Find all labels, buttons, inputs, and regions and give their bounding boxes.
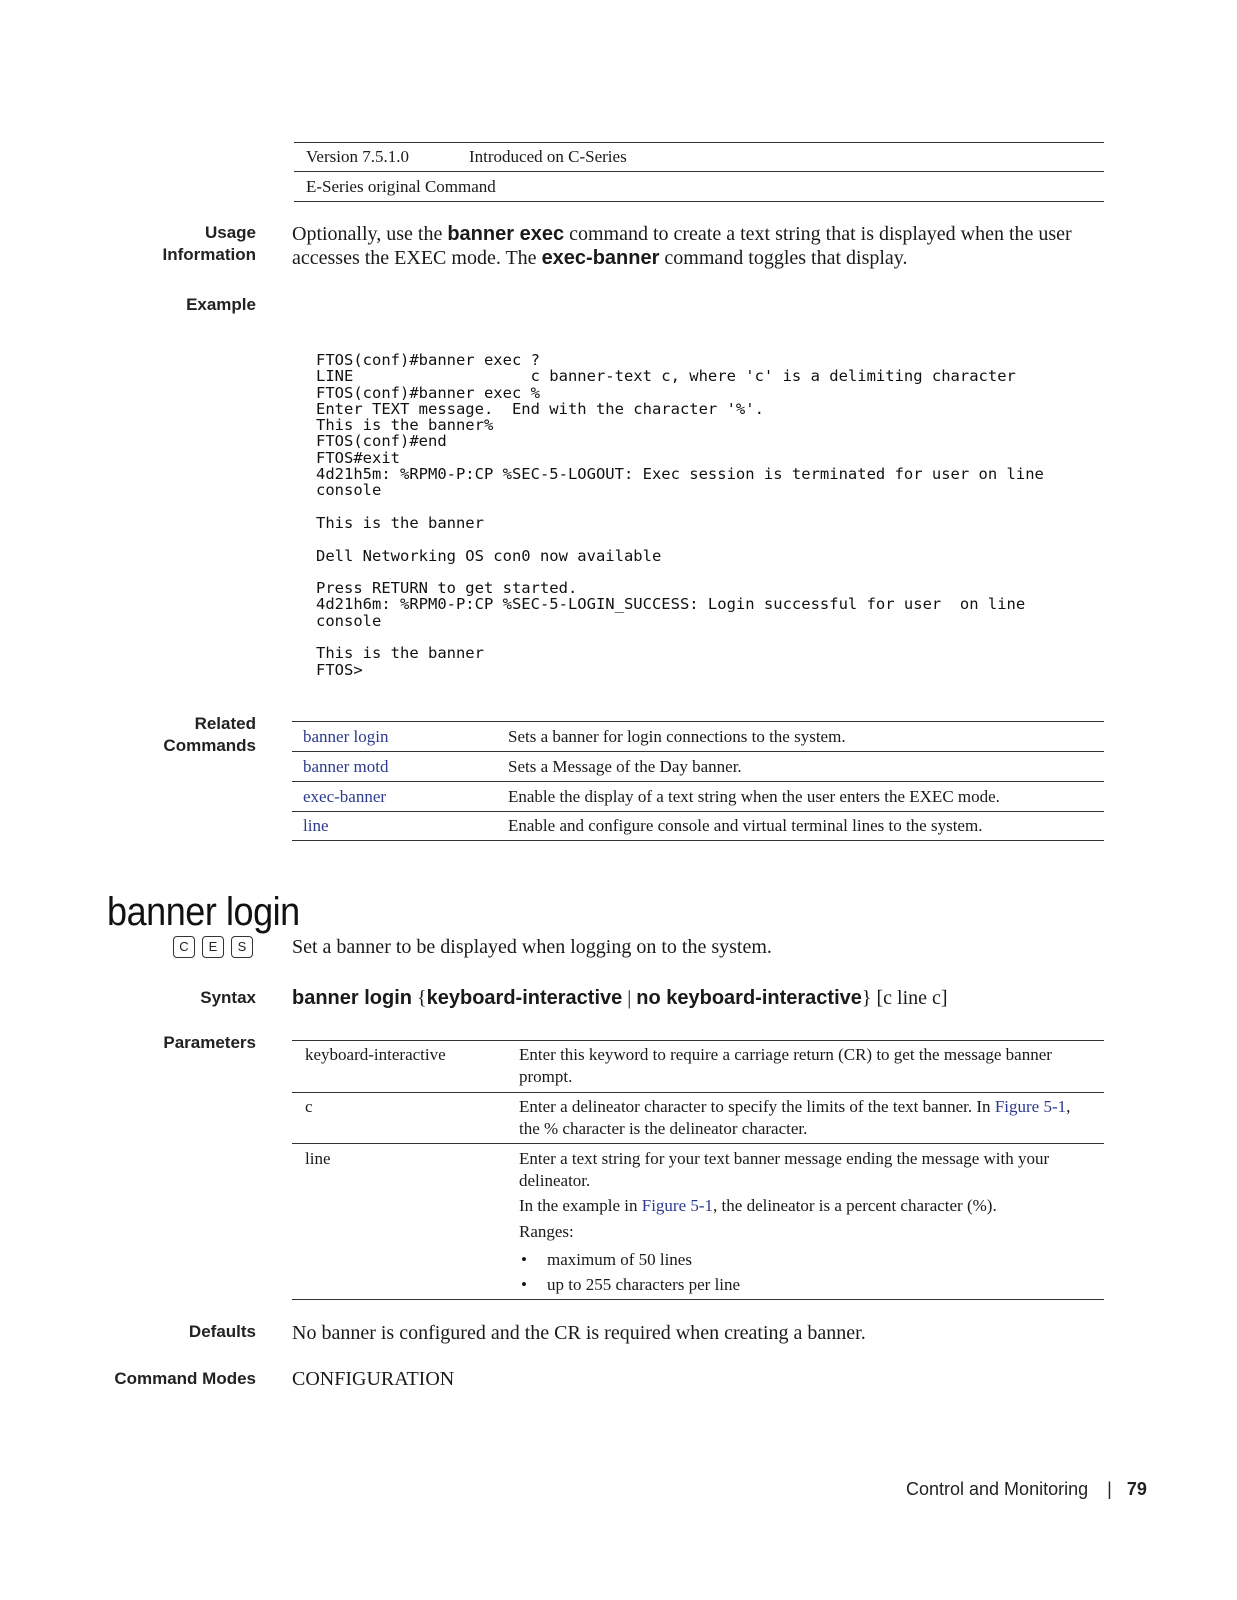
code-line: FTOS#exit (316, 448, 400, 467)
section-title: banner login (107, 890, 300, 934)
table-rule (292, 1143, 1104, 1144)
page-footer (906, 1478, 1147, 1500)
related-link-banner-login[interactable]: banner login (303, 727, 389, 746)
code-line: FTOS> (316, 660, 363, 679)
table-rule (292, 751, 1104, 752)
table-rule (292, 1092, 1104, 1093)
related-commands-label (76, 713, 256, 757)
code-blank-line (316, 629, 1044, 645)
related-link-exec-banner[interactable]: exec-banner (303, 787, 387, 806)
code-line: This is the banner (316, 513, 484, 532)
section-summary: Set a banner to be displayed when logging on to the system. (292, 936, 772, 958)
table-rule (294, 171, 1104, 172)
syntax-label: Syntax (200, 988, 256, 1007)
table-rule (292, 781, 1104, 782)
usage-label-line: Information (162, 245, 256, 264)
code-line: console (316, 611, 382, 630)
usage-text-run: Optionally, use the (292, 223, 448, 245)
parameter-description: delineator. (519, 1171, 591, 1190)
example-label: Example (186, 295, 256, 314)
code-line: This is the banner% (316, 416, 494, 435)
code-blank-line (316, 499, 1044, 515)
syntax-option: keyboard-interactive (426, 987, 623, 1009)
code-blank-line (316, 531, 1044, 547)
footer-separator: | (1107, 1479, 1112, 1499)
related-description: Enable and configure console and virtual terminal lines to the system. (508, 816, 983, 835)
table-rule (294, 142, 1104, 143)
figure-link[interactable]: Figure 5-1 (641, 1196, 714, 1215)
usage-label-line: Usage (204, 223, 256, 242)
related-label-line: Related (194, 714, 256, 733)
usage-text-run: command toggles that display. (659, 247, 908, 269)
bullet-icon: • (521, 1250, 527, 1269)
syntax-separator: | (622, 987, 637, 1009)
command-modes-label: Command Modes (114, 1369, 256, 1388)
defaults-text: No banner is configured and the CR is required when creating a banner. (292, 1322, 866, 1344)
code-line: FTOS(conf)#banner exec ? (316, 351, 540, 369)
platform-s-icon: S (231, 936, 253, 958)
parameter-description: prompt. (519, 1067, 573, 1086)
related-description: Enable the display of a text string when the user enters the EXEC mode. (508, 787, 1000, 806)
parameters-label: Parameters (163, 1033, 256, 1052)
bullet-text: maximum of 50 lines (547, 1250, 692, 1269)
code-blank-line (316, 564, 1044, 580)
description-run: , the delineator is a percent character (%). (713, 1196, 997, 1215)
code-line: FTOS(conf)#end (316, 432, 447, 451)
parameter-description: the % character is the delineator character. (519, 1119, 808, 1138)
version-number: Version 7.5.1.0 (306, 147, 409, 166)
related-link-banner-motd[interactable]: banner motd (303, 757, 389, 776)
usage-text-run: command to create a text string that is displayed when the user (564, 223, 1072, 245)
code-line: Dell Networking OS con0 now available (316, 546, 662, 565)
parameter-description: Enter a text string for your text banner message ending the message with your (519, 1149, 1050, 1168)
syntax-option: no keyboard-interactive (636, 987, 862, 1009)
example-code-block (316, 352, 1044, 678)
related-label-line: Commands (163, 736, 256, 755)
related-description: Sets a Message of the Day banner. (508, 757, 742, 776)
usage-text-run: accesses the EXEC mode. The (292, 247, 542, 269)
parameter-name: c (305, 1097, 313, 1116)
parameter-description: Ranges: (519, 1222, 574, 1241)
figure-link[interactable]: Figure 5-1 (994, 1097, 1067, 1116)
syntax-command: banner login (292, 987, 412, 1009)
keyword-exec-banner: exec-banner (541, 247, 660, 269)
table-rule (292, 840, 1104, 841)
footer-chapter: Control and Monitoring (906, 1479, 1089, 1499)
description-run: , (1066, 1097, 1071, 1116)
description-run: In the example in (519, 1196, 642, 1215)
usage-information-text (292, 222, 1112, 270)
version-number: E-Series original Command (306, 177, 496, 196)
table-rule (292, 721, 1104, 722)
syntax-brace: { (412, 987, 427, 1009)
keyword-banner-exec: banner exec (447, 223, 565, 245)
table-rule (292, 1299, 1104, 1300)
related-link-line[interactable]: line (303, 816, 329, 835)
code-line: 4d21h5m: %RPM0-P:CP %SEC-5-LOGOUT: Exec session is terminated for user on line (316, 465, 1044, 484)
parameter-description: Enter this keyword to require a carriage return (CR) to get the message banner (519, 1045, 1052, 1064)
usage-information-label (76, 222, 256, 266)
syntax-brace: } [c line c] (861, 987, 948, 1009)
code-line: This is the banner (316, 644, 484, 663)
code-line: Enter TEXT message. End with the character '%'. (316, 399, 764, 418)
platform-e-icon: E (202, 936, 224, 958)
code-line: FTOS(conf)#banner exec % (316, 383, 540, 402)
syntax-line (292, 986, 948, 1010)
code-line: LINE c banner-text c, where 'c' is a delimiting character (316, 367, 1016, 386)
code-line: Press RETURN to get started. (316, 579, 578, 598)
table-rule (294, 201, 1104, 202)
parameter-name: line (305, 1149, 331, 1168)
command-modes-text: CONFIGURATION (292, 1368, 455, 1390)
parameter-description (519, 1096, 1070, 1118)
parameter-description (519, 1195, 997, 1217)
table-rule (292, 1040, 1104, 1041)
code-line: 4d21h6m: %RPM0-P:CP %SEC-5-LOGIN_SUCCESS: Login successful for user on line (316, 595, 1026, 614)
code-line: console (316, 481, 382, 500)
platform-c-icon: C (173, 936, 195, 958)
bullet-text: up to 255 characters per line (547, 1275, 741, 1294)
bullet-icon: • (521, 1275, 527, 1294)
related-description: Sets a banner for login connections to the system. (508, 727, 846, 746)
table-rule (292, 811, 1104, 812)
defaults-label: Defaults (188, 1322, 256, 1341)
description-run: Enter a delineator character to specify the limits of the text banner. In (519, 1097, 995, 1116)
version-description: Introduced on C-Series (469, 147, 627, 166)
parameter-name: keyboard-interactive (305, 1045, 446, 1064)
platform-badges (173, 936, 260, 958)
page-number: 79 (1126, 1479, 1147, 1499)
